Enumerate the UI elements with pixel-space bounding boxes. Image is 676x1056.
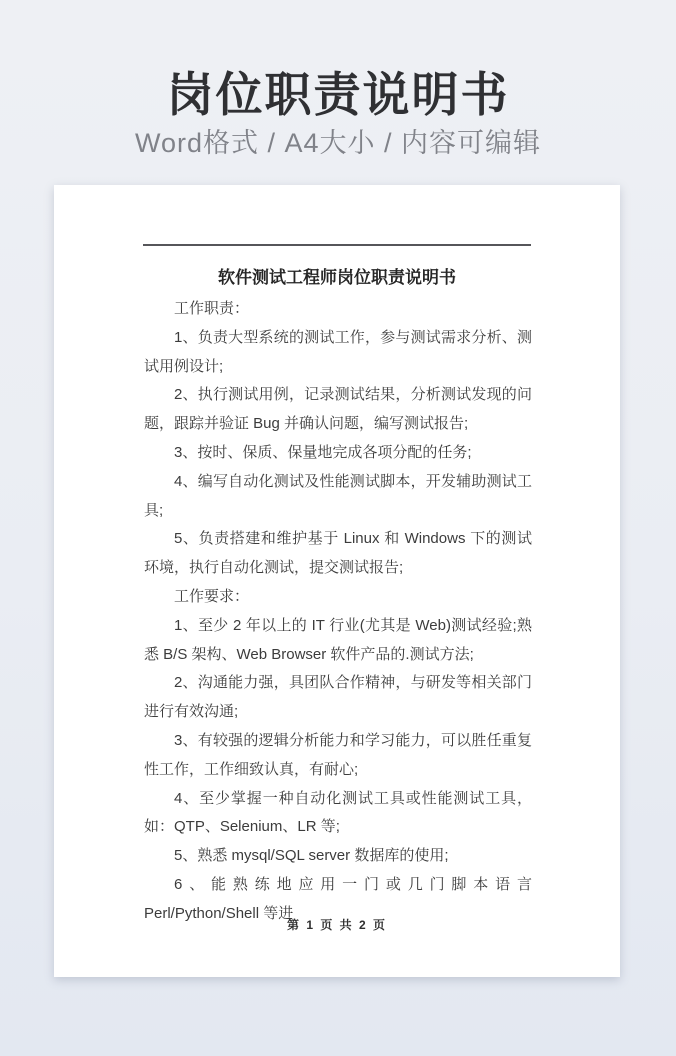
banner-subtitle: Word格式 / A4大小 / 内容可编辑 bbox=[134, 128, 542, 158]
doc-paragraph: 4、编写自动化测试及性能测试脚本，开发辅助测试工具; bbox=[144, 472, 532, 519]
doc-paragraph: 5、负责搭建和维护基于 Linux 和 Windows 下的测试环境，执行自动化测试，提交测试报告; bbox=[144, 530, 532, 577]
doc-paragraph: 1、至少 2 年以上的 IT 行业(尤其是 Web)测试经验;熟悉 B/S 架构、Web Browser 软件产品的.测试方法; bbox=[144, 616, 532, 663]
banner-title: 岗位职责说明书 bbox=[166, 68, 510, 121]
header-divider bbox=[143, 244, 531, 246]
page-number-footer: 第 1 页 共 2 页 bbox=[286, 918, 388, 932]
document-body bbox=[144, 295, 532, 929]
doc-paragraph: 工作职责： bbox=[174, 300, 250, 317]
doc-paragraph: 3、按时、保质、保量地完成各项分配的任务; bbox=[174, 443, 472, 461]
doc-paragraph: 2、执行测试用例，记录测试结果，分析测试发现的问题，跟踪并验证 Bug 并确认问题，编写测试报告; bbox=[144, 386, 532, 433]
doc-paragraph: 工作要求： bbox=[174, 587, 250, 605]
document-page bbox=[54, 185, 620, 977]
document-title: 软件测试工程师岗位职责说明书 bbox=[218, 268, 456, 287]
doc-paragraph: 1、负责大型系统的测试工作，参与测试需求分析、测试用例设计; bbox=[144, 328, 532, 375]
doc-paragraph: 3、有较强的逻辑分析能力和学习能力，可以胜任重复性工作，工作细致认真，有耐心; bbox=[144, 731, 532, 778]
promo-banner bbox=[0, 0, 676, 185]
doc-paragraph: 5、熟悉 mysql/SQL server 数据库的使用; bbox=[174, 847, 449, 865]
doc-paragraph: 6、能熟练地应用一门或几门脚本语言 Perl/Python/Shell 等进 bbox=[144, 875, 532, 922]
doc-paragraph: 2、沟通能力强，具团队合作精神，与研发等相关部门进行有效沟通; bbox=[144, 674, 532, 721]
doc-paragraph: 4、至少掌握一种自动化测试工具或性能测试工具，如：QTP、Selenium、LR 等; bbox=[144, 789, 532, 836]
